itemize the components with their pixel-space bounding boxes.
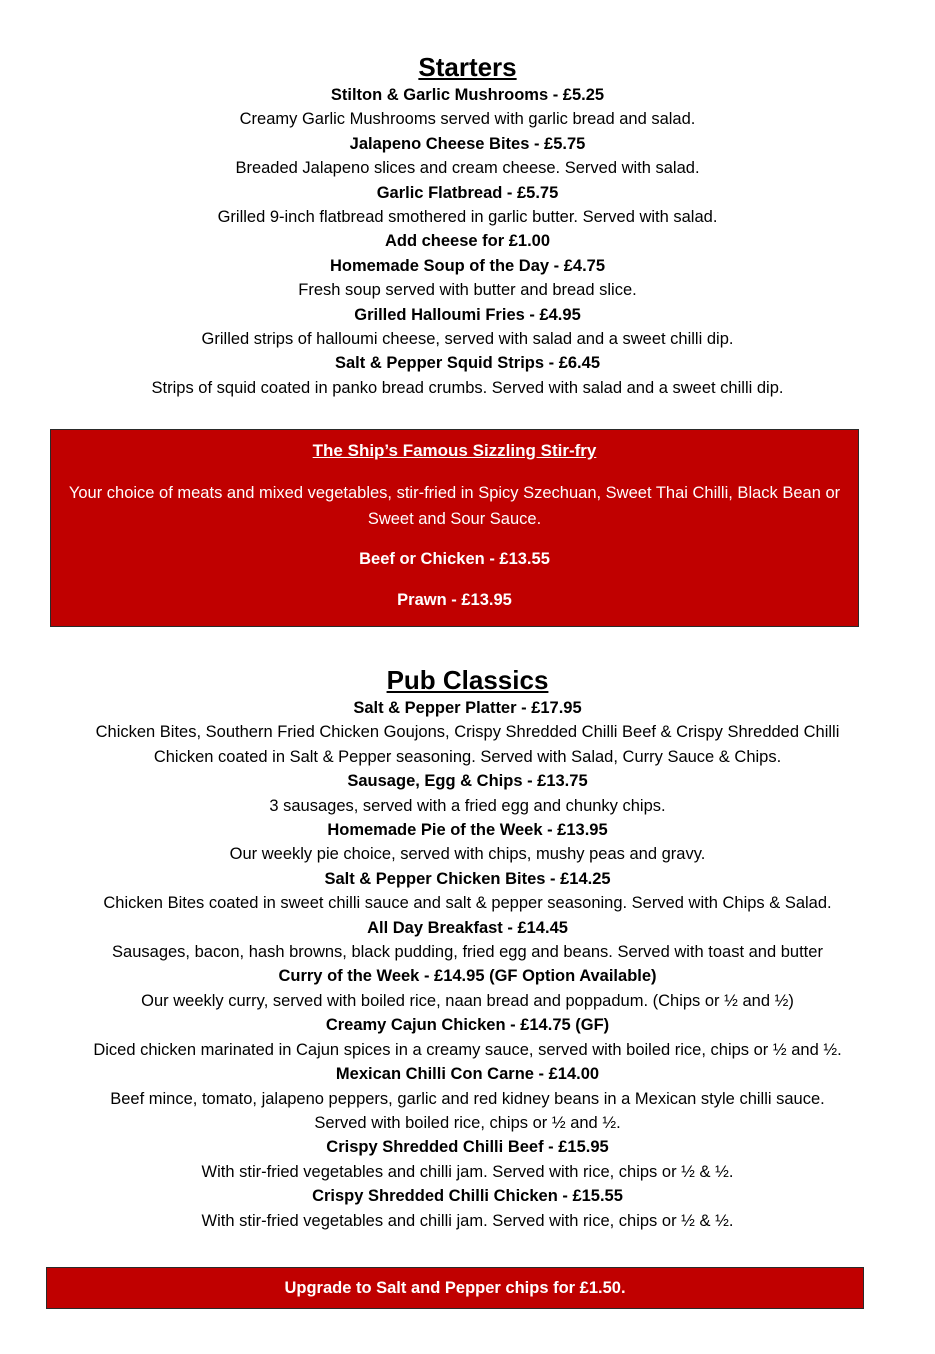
menu-item-title: Crispy Shredded Chilli Chicken - £15.55: [312, 1187, 623, 1206]
menu-item-title: All Day Breakfast - £14.45: [367, 918, 568, 937]
menu-item-desc: Diced chicken marinated in Cajun spices in a creamy sauce, served with boiled rice, chips or ½ and ½.: [93, 1040, 842, 1059]
upgrade-banner: Upgrade to Salt and Pepper chips for £1.50.: [46, 1267, 864, 1309]
menu-item-title: Homemade Pie of the Week - £13.95: [327, 821, 608, 840]
menu-item-title: Salt & Pepper Platter - £17.95: [353, 699, 582, 717]
menu-item-desc: Breaded Jalapeno slices and cream cheese. Served with salad.: [235, 159, 700, 178]
starters-section: [0, 51, 935, 400]
stirfry-promo-box: [50, 429, 859, 627]
menu-item-title: Grilled Halloumi Fries - £4.95: [354, 305, 581, 324]
menu-item-title: Stilton & Garlic Mushrooms - £5.25: [330, 86, 605, 104]
menu-item-title: Mexican Chilli Con Carne - £14.00: [335, 1065, 600, 1084]
menu-item-desc: Chicken Bites coated in sweet chilli sauce and salt & pepper seasoning. Served with Chips & Salad.: [103, 894, 832, 913]
menu-item-desc: Beef mince, tomato, jalapeno peppers, garlic and red kidney beans in a Mexican style chilli sauce.: [110, 1089, 825, 1108]
menu-item-desc: Grilled 9-inch flatbread smothered in garlic butter. Served with salad.: [217, 208, 718, 227]
menu-item-desc: Strips of squid coated in panko bread crumbs. Served with salad and a sweet chilli dip.: [151, 378, 784, 397]
menu-item-desc: With stir-fried vegetables and chilli jam. Served with rice, chips or ½ & ½.: [201, 1162, 734, 1181]
menu-item-desc: 3 sausages, served with a fried egg and chunky chips.: [269, 796, 666, 815]
menu-item-title: Jalapeno Cheese Bites - £5.75: [349, 134, 586, 153]
menu-item-desc: Creamy Garlic Mushrooms served with garlic bread and salad.: [239, 110, 696, 129]
menu-item-title: Salt & Pepper Squid Strips - £6.45: [335, 354, 600, 373]
menu-item-desc: Fresh soup served with butter and bread slice.: [298, 281, 637, 300]
menu-item-title: Curry of the Week - £14.95 (GF Option Available): [278, 967, 657, 986]
classics-heading: Pub Classics: [386, 665, 549, 695]
classics-section: [0, 664, 935, 1233]
menu-item-desc: With stir-fried vegetables and chilli jam. Served with rice, chips or ½ & ½.: [201, 1211, 734, 1230]
menu-item-desc: Our weekly curry, served with boiled rice, naan bread and poppadum. (Chips or ½ and ½): [141, 991, 794, 1010]
menu-item-desc: Sausages, bacon, hash browns, black pudding, fried egg and beans. Served with toast and butter: [112, 943, 823, 962]
menu-item-title: Garlic Flatbread - £5.75: [376, 183, 559, 202]
stirfry-price-prawn: Prawn - £13.95: [397, 591, 512, 609]
menu-item-title: Homemade Soup of the Day - £4.75: [329, 256, 606, 275]
menu-item-title: Sausage, Egg & Chips - £13.75: [347, 772, 588, 791]
menu-item-desc: Chicken Bites, Southern Fried Chicken Goujons, Crispy Shredded Chilli Beef & Crispy Shredded Chilli: [95, 723, 840, 742]
menu-item-title: Creamy Cajun Chicken - £14.75 (GF): [325, 1016, 610, 1035]
stirfry-price-beef-chicken: Beef or Chicken - £13.55: [359, 550, 550, 568]
menu-item-title: Crispy Shredded Chilli Beef - £15.95: [326, 1138, 609, 1157]
stirfry-desc: Your choice of meats and mixed vegetables, stir-fried in Spicy Szechuan, Sweet Thai Chilli, Black Bean or Sweet and Sour Sauce.: [68, 484, 841, 528]
menu-item-desc: Grilled strips of halloumi cheese, served with salad and a sweet chilli dip.: [201, 330, 734, 349]
starters-heading: Starters: [418, 52, 517, 82]
menu-item-desc: Chicken coated in Salt & Pepper seasoning. Served with Salad, Curry Sauce & Chips.: [153, 747, 782, 766]
menu-item-title: Salt & Pepper Chicken Bites - £14.25: [324, 869, 611, 888]
menu-item-addon: Add cheese for £1.00: [384, 232, 551, 251]
menu-item-desc: Served with boiled rice, chips or ½ and ½.: [314, 1113, 621, 1132]
menu-item-desc: Our weekly pie choice, served with chips, mushy peas and gravy.: [229, 845, 706, 864]
stirfry-title: The Ship’s Famous Sizzling Stir-fry: [312, 441, 597, 460]
